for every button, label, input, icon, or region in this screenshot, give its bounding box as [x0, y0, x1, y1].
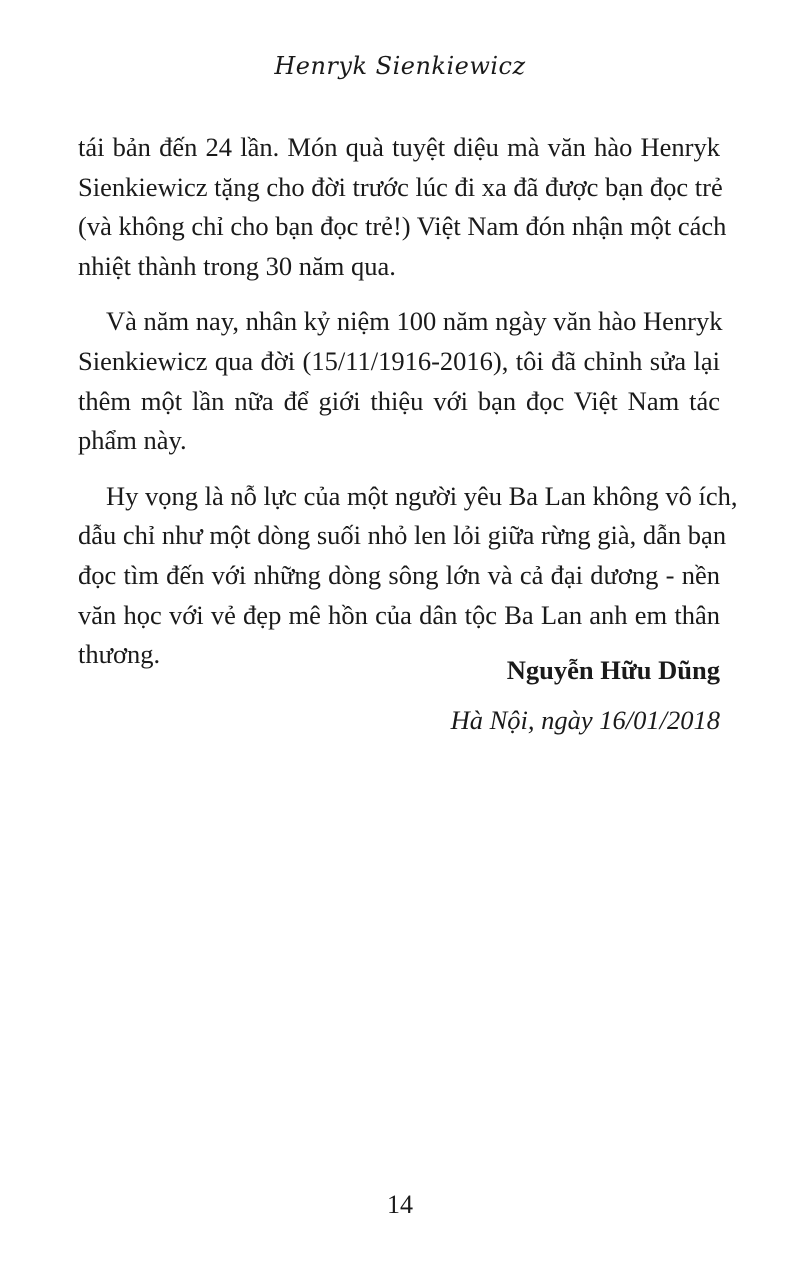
text-line: phẩm này. [78, 425, 187, 456]
paragraph-3 [78, 477, 738, 675]
author-signature: Nguyễn Hữu Dũng [506, 655, 720, 685]
text-line: Và năm nay, nhân kỷ niệm 100 năm ngày văn hào Henryk [106, 306, 723, 337]
text-line: Sienkiewicz qua đời (15/11/1916-2016), tôi đã chỉnh sửa lại [78, 345, 720, 376]
text-line: (và không chỉ cho bạn đọc trẻ!) Việt Nam đón nhận một cách [78, 211, 727, 242]
text-line: tái bản đến 24 lần. Món quà tuyệt diệu mà văn hào Henryk [78, 132, 720, 162]
paragraph-2 [78, 302, 723, 460]
text-line: Sienkiewicz tặng cho đời trước lúc đi xa đã được bạn đọc trẻ [78, 171, 723, 202]
paragraph-1 [78, 128, 727, 286]
text-line: thêm một lần nữa để giới thiệu với bạn đọc Việt Nam tác [78, 385, 720, 416]
text-line: thương. [78, 639, 161, 670]
text-line: văn học với vẻ đẹp mê hồn của dân tộc Ba Lan anh em thân [78, 599, 720, 630]
body-text [78, 128, 738, 691]
text-line: dẫu chỉ như một dòng suối nhỏ len lỏi giữa rừng già, dẫn bạn [78, 520, 727, 551]
text-line: Hy vọng là nỗ lực của một người yêu Ba Lan không vô ích, [106, 480, 738, 511]
text-line: đọc tìm đến với những dòng sông lớn và cả đại dương - nền [78, 559, 720, 590]
text-line: nhiệt thành trong 30 năm qua. [78, 250, 396, 281]
place-date: Hà Nội, ngày 16/01/2018 [450, 705, 720, 735]
running-head-title: Henryk Sienkiewicz [274, 52, 526, 80]
page-number: 14 [387, 1190, 413, 1219]
